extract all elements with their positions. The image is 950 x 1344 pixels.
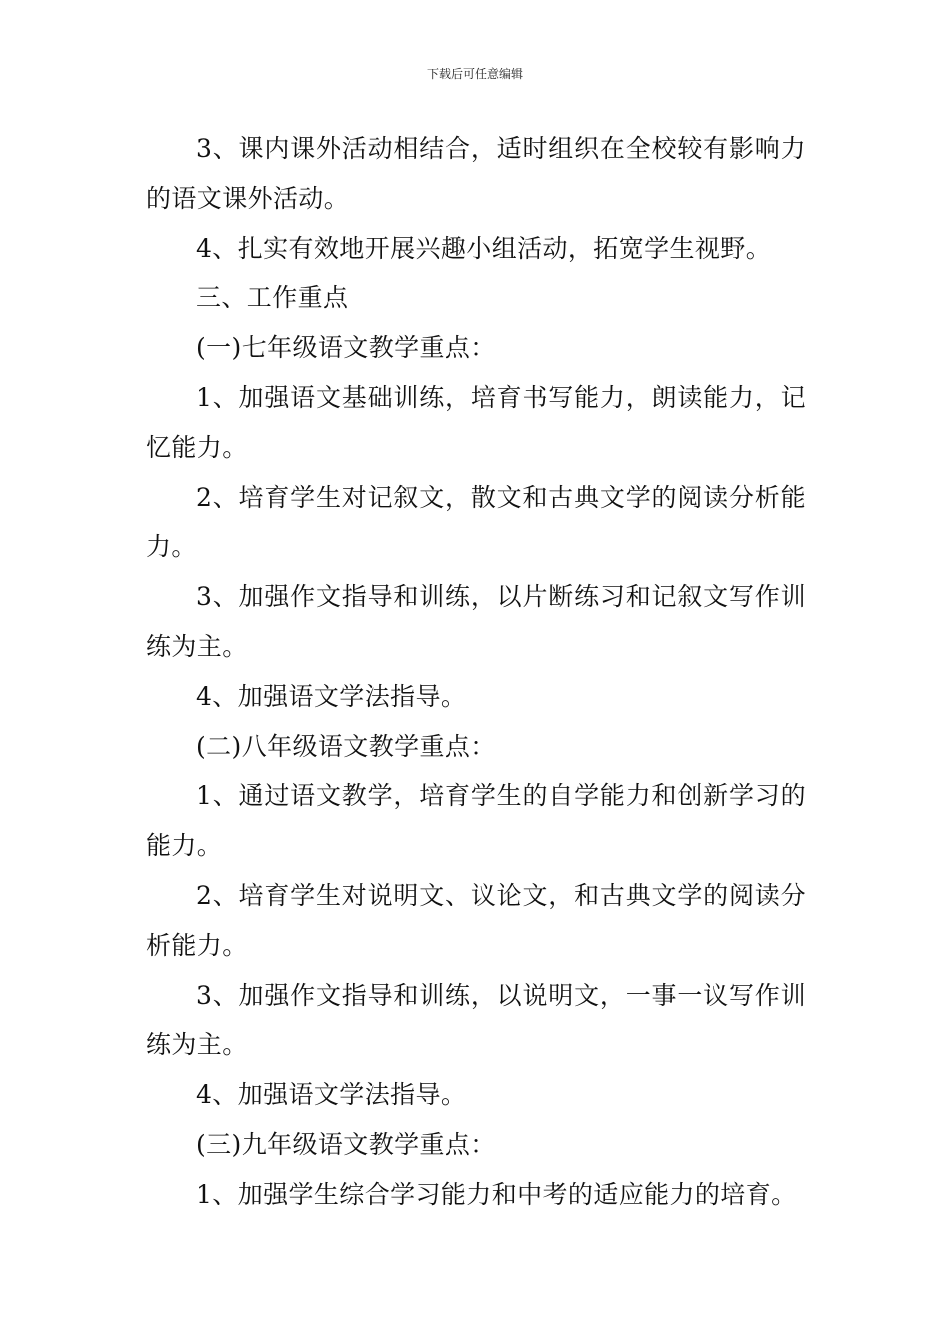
subheading-grade-seven: (一)七年级语文教学重点： xyxy=(196,333,496,363)
paragraph-grade-nine-item-1: 1、加强学生综合学习能力和中考的适应能力的培育。 xyxy=(196,1179,797,1209)
paragraph-grade-seven-item-1: 1、加强语文基础训练，培育书写能力，朗读能力，记忆能力。 xyxy=(146,382,806,462)
paragraph-grade-seven-item-4: 4、加强语文学法指导。 xyxy=(196,681,467,711)
paragraph-grade-eight-item-2: 2、培育学生对说明文、议论文，和古典文学的阅读分析能力。 xyxy=(146,880,806,960)
page-header: 下载后可任意编辑 xyxy=(426,67,523,81)
subheading-grade-eight: (二)八年级语文教学重点： xyxy=(196,731,496,761)
paragraph-grade-eight-item-4: 4、加强语文学法指导。 xyxy=(196,1080,467,1110)
document-body xyxy=(146,124,806,1220)
paragraph-grade-seven-item-2: 2、培育学生对记叙文，散文和古典文学的阅读分析能力。 xyxy=(146,482,806,562)
paragraph-grade-eight-item-1: 1、通过语文教学，培育学生的自学能力和创新学习的能力。 xyxy=(146,781,806,861)
paragraph-activities-combined: 3、课内课外活动相结合，适时组织在全校较有影响力的语文课外活动。 xyxy=(146,134,806,213)
subheading-grade-nine: (三)九年级语文教学重点： xyxy=(196,1129,496,1159)
paragraph-interest-groups: 4、扎实有效地开展兴趣小组活动，拓宽学生视野。 xyxy=(196,233,772,263)
paragraph-grade-eight-item-3: 3、加强作文指导和训练，以说明文，一事一议写作训练为主。 xyxy=(146,980,806,1060)
section-heading-work-focus: 三、工作重点 xyxy=(196,283,349,313)
paragraph-grade-seven-item-3: 3、加强作文指导和训练，以片断练习和记叙文写作训练为主。 xyxy=(146,582,806,661)
